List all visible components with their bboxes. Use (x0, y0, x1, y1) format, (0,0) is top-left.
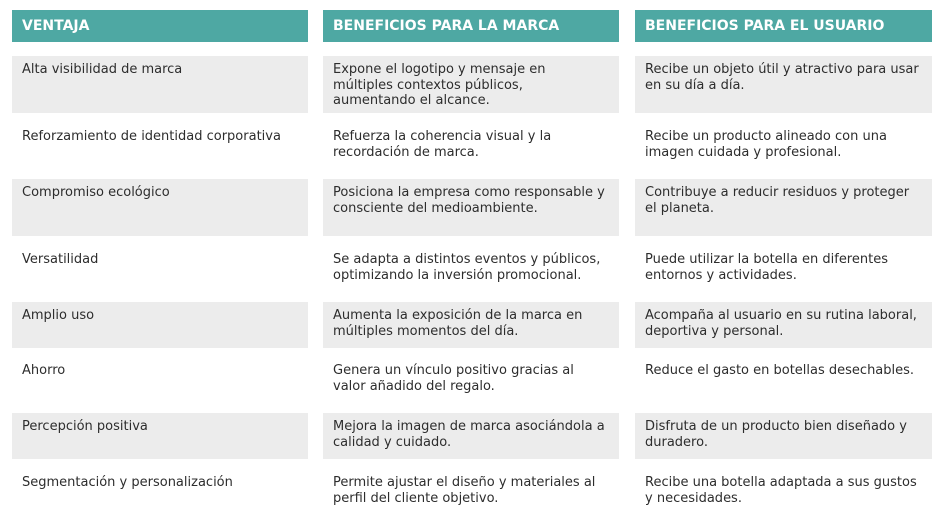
cell-ventaja: Ahorro (22, 363, 66, 378)
cell-beneficio-usuario: Recibe un objeto útil y atractivo para usar en su día a día. (635, 56, 932, 113)
cell-beneficio-usuario: Disfruta de un producto bien diseñado y duradero. (635, 413, 932, 459)
cell-beneficio-usuario: Contribuye a reducir residuos y proteger el planeta. (635, 179, 932, 236)
header-beneficios-usuario: BENEFICIOS PARA EL USUARIO (635, 10, 932, 42)
cell-beneficio-usuario: Acompaña al usuario en su rutina laboral, deportiva y personal. (635, 302, 932, 348)
cell-beneficio-marca: Refuerza la coherencia visual y la recordación de marca. (333, 129, 552, 160)
cell-beneficio-marca: Genera un vínculo positivo gracias al valor añadido del regalo. (333, 363, 574, 394)
cell-beneficio-marca: Mejora la imagen de marca asociándola a calidad y cuidado. (323, 413, 619, 459)
cell-ventaja: Compromiso ecológico (12, 179, 308, 236)
cell-ventaja: Versatilidad (22, 252, 99, 267)
cell-ventaja: Segmentación y personalización (22, 475, 233, 490)
header-ventaja: VENTAJA (12, 10, 308, 42)
cell-ventaja: Percepción positiva (12, 413, 308, 459)
cell-beneficio-usuario: Puede utilizar la botella en diferentes entornos y actividades. (645, 252, 888, 283)
cell-ventaja: Reforzamiento de identidad corporativa (22, 129, 281, 144)
cell-ventaja: Amplio uso (12, 302, 308, 348)
cell-beneficio-usuario: Recibe un producto alineado con una imagen cuidada y profesional. (645, 129, 887, 160)
cell-beneficio-marca: Permite ajustar el diseño y materiales al perfil del cliente objetivo. (333, 475, 596, 506)
cell-ventaja: Alta visibilidad de marca (12, 56, 308, 113)
cell-beneficio-usuario: Recibe una botella adaptada a sus gustos y necesidades. (645, 475, 917, 506)
cell-beneficio-usuario: Reduce el gasto en botellas desechables. (645, 363, 915, 378)
cell-beneficio-marca: Se adapta a distintos eventos y públicos, optimizando la inversión promocional. (333, 252, 601, 283)
cell-beneficio-marca: Aumenta la exposición de la marca en múltiples momentos del día. (323, 302, 619, 348)
header-beneficios-marca: BENEFICIOS PARA LA MARCA (323, 10, 619, 42)
cell-beneficio-marca: Expone el logotipo y mensaje en múltiples contextos públicos, aumentando el alcance. (323, 56, 619, 113)
cell-beneficio-marca: Posiciona la empresa como responsable y consciente del medioambiente. (323, 179, 619, 236)
